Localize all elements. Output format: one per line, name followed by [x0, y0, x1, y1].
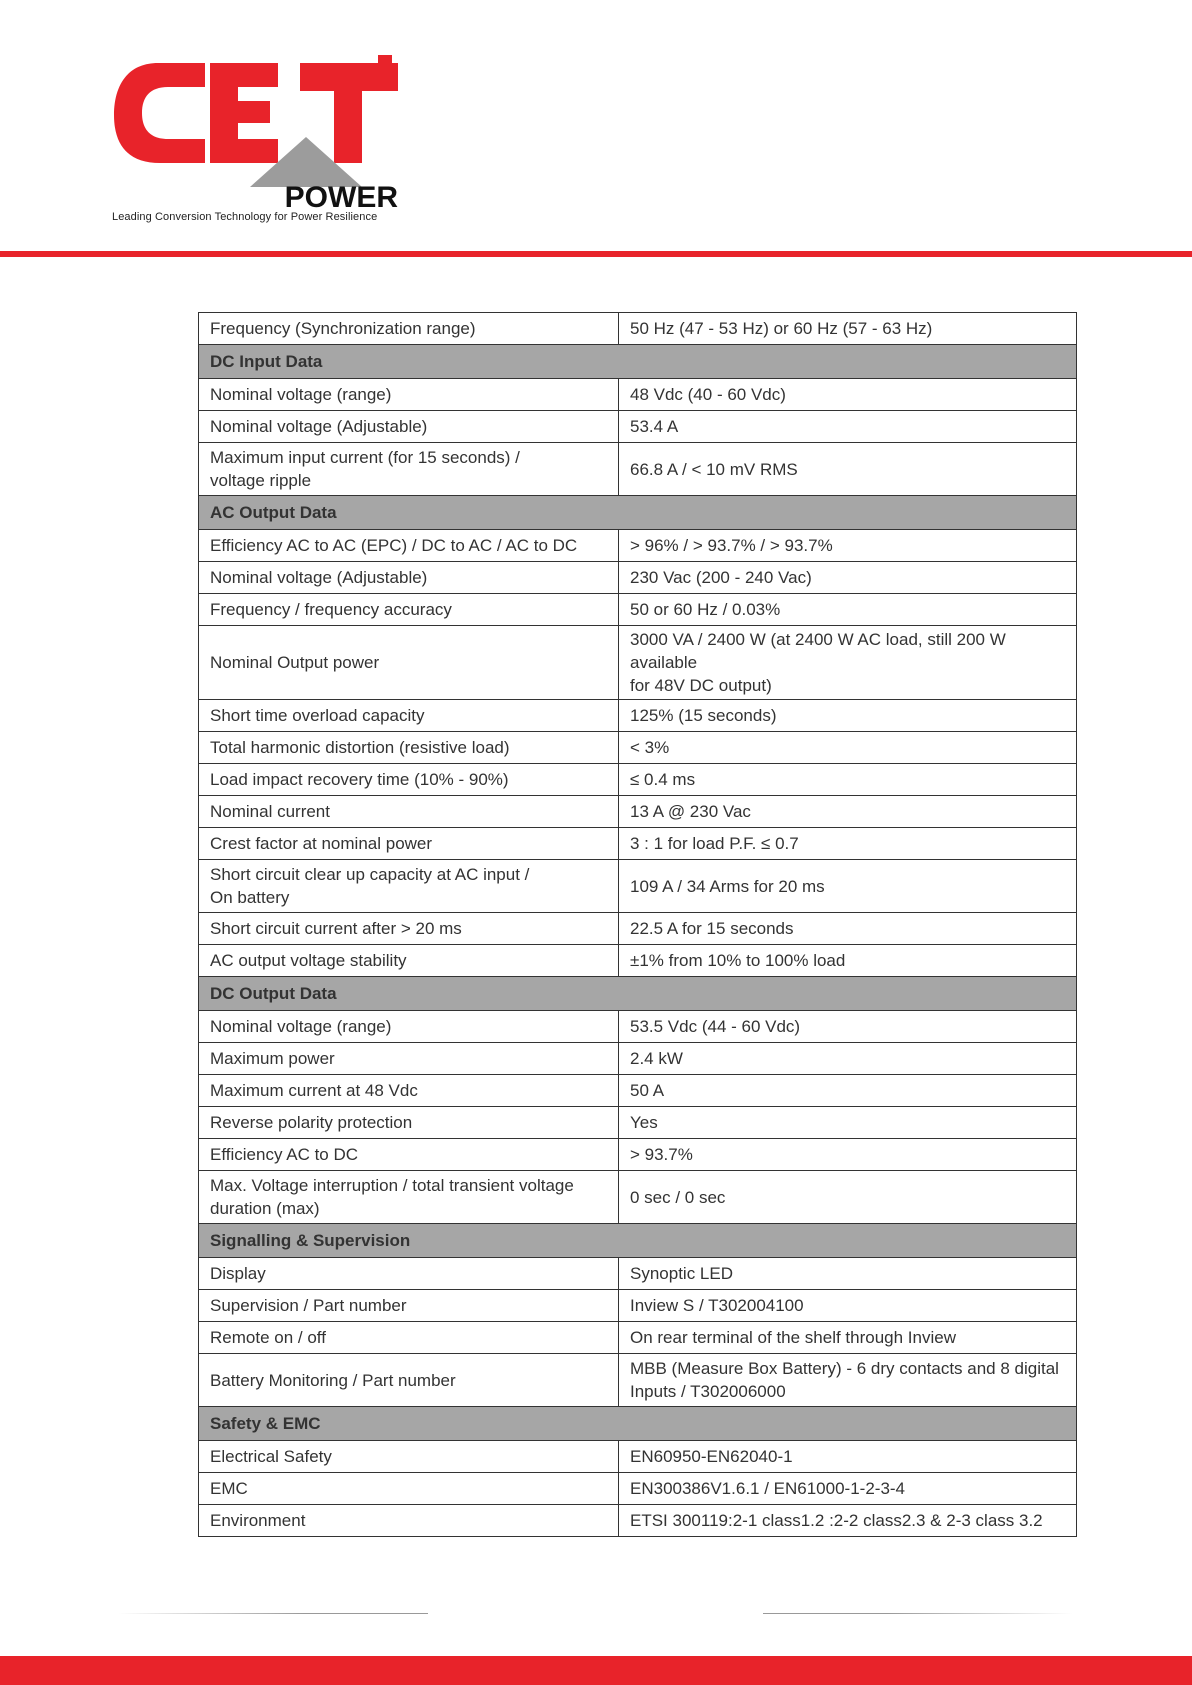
- spec-value: 22.5 A for 15 seconds: [619, 913, 1077, 945]
- spec-value: < 3%: [619, 732, 1077, 764]
- spec-value: Yes: [619, 1107, 1077, 1139]
- table-row: [199, 1043, 1077, 1075]
- table-row: [199, 313, 1077, 345]
- section-header: [199, 977, 1077, 1011]
- spec-label: Nominal voltage (Adjustable): [199, 562, 619, 594]
- logo-tagline: Leading Conversion Technology for Power Resilience: [112, 211, 378, 223]
- table-row: [199, 1473, 1077, 1505]
- cet-power-logo: [110, 55, 400, 230]
- logo-power-word: POWER: [284, 181, 398, 214]
- spec-label: Maximum power: [199, 1043, 619, 1075]
- table-row: [199, 530, 1077, 562]
- table-row: [199, 594, 1077, 626]
- spec-label: Nominal current: [199, 796, 619, 828]
- table-row: [199, 1441, 1077, 1473]
- spec-value: MBB (Measure Box Battery) - 6 dry contacts and 8 digital Inputs / T302006000: [619, 1354, 1077, 1407]
- table-row: [199, 700, 1077, 732]
- spec-label: Short time overload capacity: [199, 700, 619, 732]
- spec-label: Frequency / frequency accuracy: [199, 594, 619, 626]
- spec-label: Maximum input current (for 15 seconds) / voltage ripple: [199, 443, 619, 496]
- spec-value: 66.8 A / < 10 mV RMS: [619, 443, 1077, 496]
- spec-value: 230 Vac (200 - 240 Vac): [619, 562, 1077, 594]
- table-row: [199, 1505, 1077, 1537]
- spec-value: EN300386V1.6.1 / EN61000-1-2-3-4: [619, 1473, 1077, 1505]
- spec-value: 50 or 60 Hz / 0.03%: [619, 594, 1077, 626]
- spec-value: EN60950-EN62040-1: [619, 1441, 1077, 1473]
- table-row: [199, 1354, 1077, 1407]
- spec-label: Short circuit current after > 20 ms: [199, 913, 619, 945]
- spec-label: Remote on / off: [199, 1322, 619, 1354]
- table-row: [199, 945, 1077, 977]
- table-row: [199, 764, 1077, 796]
- spec-value: Synoptic LED: [619, 1258, 1077, 1290]
- spec-value: ≤ 0.4 ms: [619, 764, 1077, 796]
- spec-label: Frequency (Synchronization range): [199, 313, 619, 345]
- spec-label: Max. Voltage interruption / total transient voltage duration (max): [199, 1171, 619, 1224]
- table-row: [199, 732, 1077, 764]
- spec-value: 48 Vdc (40 - 60 Vdc): [619, 379, 1077, 411]
- section-title: Safety & EMC: [199, 1407, 1077, 1441]
- table-row: [199, 1171, 1077, 1224]
- spec-label: Short circuit clear up capacity at AC input / On battery: [199, 860, 619, 913]
- section-title: AC Output Data: [199, 496, 1077, 530]
- table-row: [199, 626, 1077, 700]
- table-row: [199, 379, 1077, 411]
- spec-value: 50 Hz (47 - 53 Hz) or 60 Hz (57 - 63 Hz): [619, 313, 1077, 345]
- table-row: [199, 1075, 1077, 1107]
- spec-label: Nominal voltage (range): [199, 1011, 619, 1043]
- spec-value: 3 : 1 for load P.F. ≤ 0.7: [619, 828, 1077, 860]
- section-header: [199, 496, 1077, 530]
- specifications-table: [198, 312, 1077, 1537]
- spec-value: On rear terminal of the shelf through Inview: [619, 1322, 1077, 1354]
- spec-label: Load impact recovery time (10% - 90%): [199, 764, 619, 796]
- spec-label: Battery Monitoring / Part number: [199, 1354, 619, 1407]
- spec-value: 3000 VA / 2400 W (at 2400 W AC load, still 200 W available for 48V DC output): [619, 626, 1077, 700]
- footer-bar: [0, 1656, 1192, 1685]
- section-title: DC Input Data: [199, 345, 1077, 379]
- header-divider: [0, 251, 1192, 257]
- spec-value: 0 sec / 0 sec: [619, 1171, 1077, 1224]
- spec-value: 2.4 kW: [619, 1043, 1077, 1075]
- table-row: [199, 1139, 1077, 1171]
- section-title: DC Output Data: [199, 977, 1077, 1011]
- spec-label: Total harmonic distortion (resistive load): [199, 732, 619, 764]
- table-row: [199, 1258, 1077, 1290]
- spec-value: ±1% from 10% to 100% load: [619, 945, 1077, 977]
- spec-value: 53.4 A: [619, 411, 1077, 443]
- footer-rule-right: [763, 1613, 1073, 1614]
- spec-value: 53.5 Vdc (44 - 60 Vdc): [619, 1011, 1077, 1043]
- spec-label: Environment: [199, 1505, 619, 1537]
- table-row: [199, 1290, 1077, 1322]
- table-row: [199, 443, 1077, 496]
- table-row: [199, 796, 1077, 828]
- spec-label: Nominal Output power: [199, 626, 619, 700]
- table-row: [199, 828, 1077, 860]
- spec-label: Efficiency AC to DC: [199, 1139, 619, 1171]
- spec-label: Electrical Safety: [199, 1441, 619, 1473]
- spec-value: > 93.7%: [619, 1139, 1077, 1171]
- footer-rule-left: [118, 1613, 428, 1614]
- table-row: [199, 1107, 1077, 1139]
- section-title: Signalling & Supervision: [199, 1224, 1077, 1258]
- spec-value: 125% (15 seconds): [619, 700, 1077, 732]
- table-row: [199, 860, 1077, 913]
- table-row: [199, 1322, 1077, 1354]
- section-header: [199, 1224, 1077, 1258]
- spec-label: Maximum current at 48 Vdc: [199, 1075, 619, 1107]
- table-row: [199, 1011, 1077, 1043]
- spec-label: Nominal voltage (Adjustable): [199, 411, 619, 443]
- table-row: [199, 411, 1077, 443]
- spec-value: 13 A @ 230 Vac: [619, 796, 1077, 828]
- section-header: [199, 1407, 1077, 1441]
- table-row: [199, 562, 1077, 594]
- spec-value: ETSI 300119:2-1 class1.2 :2-2 class2.3 & 2-3 class 3.2: [619, 1505, 1077, 1537]
- spec-label: Efficiency AC to AC (EPC) / DC to AC / AC to DC: [199, 530, 619, 562]
- spec-value: 109 A / 34 Arms for 20 ms: [619, 860, 1077, 913]
- spec-label: Nominal voltage (range): [199, 379, 619, 411]
- spec-label: Reverse polarity protection: [199, 1107, 619, 1139]
- spec-label: EMC: [199, 1473, 619, 1505]
- spec-value: > 96% / > 93.7% / > 93.7%: [619, 530, 1077, 562]
- spec-label: AC output voltage stability: [199, 945, 619, 977]
- spec-label: Display: [199, 1258, 619, 1290]
- table-row: [199, 913, 1077, 945]
- section-header: [199, 345, 1077, 379]
- spec-label: Crest factor at nominal power: [199, 828, 619, 860]
- spec-value: Inview S / T302004100: [619, 1290, 1077, 1322]
- spec-label: Supervision / Part number: [199, 1290, 619, 1322]
- spec-value: 50 A: [619, 1075, 1077, 1107]
